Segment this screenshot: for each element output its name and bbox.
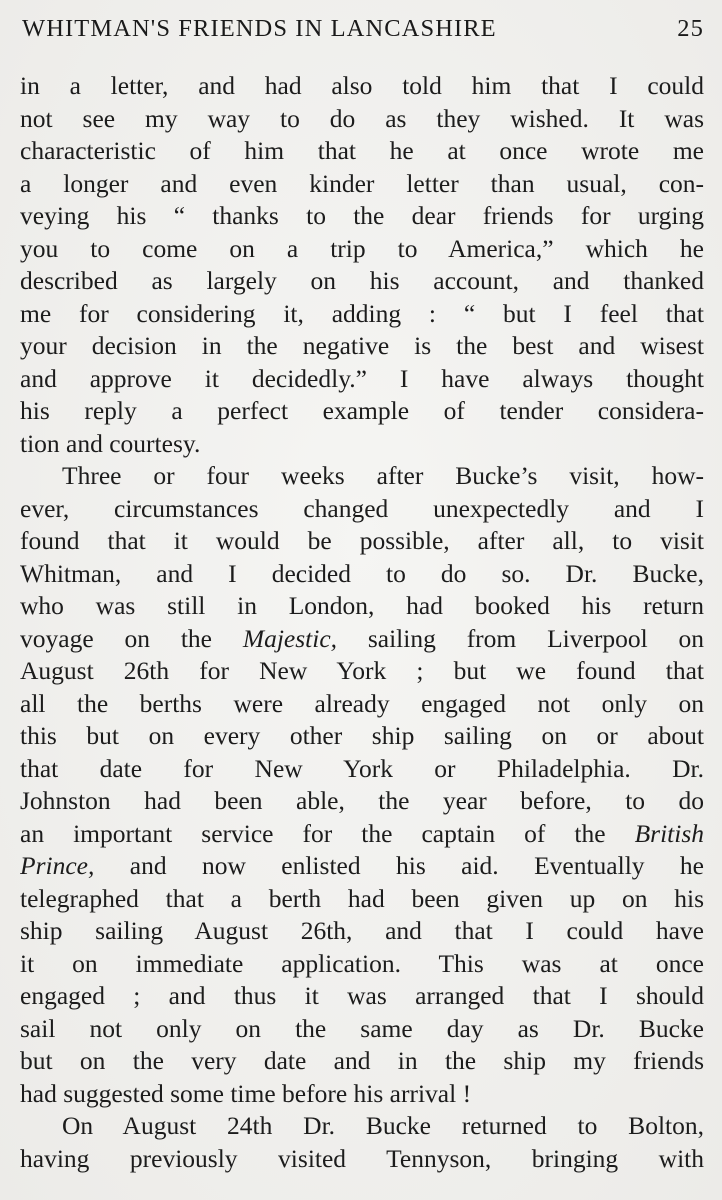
text-line: that date for New York or Philadelphia. Dr.: [20, 753, 704, 783]
text-line: having previously visited Tennyson, bringing with: [20, 1143, 704, 1173]
body-text: [20, 70, 704, 1175]
text-segment: an important service for the captain of the: [20, 818, 635, 848]
ship-name: Prince,: [20, 851, 95, 880]
text-line: a longer and even kinder letter than usual, con-: [20, 168, 704, 198]
text-line: August 26th for New York ; but we found that: [20, 656, 704, 685]
text-line: and approve it decidedly.” I have always thought: [20, 363, 704, 393]
text-line: found that it would be possible, after all, to visit: [20, 526, 704, 555]
text-line: described as largely on his account, and thanked: [20, 266, 704, 295]
text-segment: and now enlisted his aid. Eventually he: [94, 851, 704, 880]
text-line: [20, 850, 704, 883]
text-line: your decision in the negative is the best and wisest: [20, 331, 704, 360]
text-line: had suggested some time before his arrival !: [20, 1078, 472, 1108]
text-line: ship sailing August 26th, and that I could have: [20, 916, 704, 945]
text-line: On August 24th Dr. Bucke returned to Bolton,: [62, 1111, 704, 1140]
text-line: [20, 623, 704, 656]
text-line: me for considering it, adding : “ but I feel that: [20, 298, 704, 328]
text-line: all the berths were already engaged not only on: [20, 688, 704, 718]
text-line: ever, circumstances changed unexpectedly and I: [20, 493, 704, 523]
text-line: it on immediate application. This was at once: [20, 948, 704, 978]
running-head-title: WHITMAN'S FRIENDS IN LANCASHIRE: [22, 15, 497, 42]
text-line: telegraphed that a berth had been given up on his: [20, 883, 704, 913]
ship-name: British: [634, 818, 704, 848]
text-line: Three or four weeks after Bucke’s visit, how-: [62, 461, 704, 490]
text-line: Whitman, and I decided to do so. Dr. Bucke,: [20, 558, 704, 588]
text-line: veying his “ thanks to the dear friends for urging: [20, 201, 704, 230]
text-line: his reply a perfect example of tender considera-: [20, 396, 704, 425]
text-segment: voyage on the: [20, 623, 243, 653]
text-line: characteristic of him that he at once wrote me: [20, 136, 704, 165]
text-line: tion and courtesy.: [20, 428, 201, 458]
running-head: [22, 10, 704, 48]
text-line: [20, 818, 704, 851]
text-line: this but on every other ship sailing on or about: [20, 721, 704, 750]
text-line: you to come on a trip to America,” which he: [20, 233, 704, 263]
text-segment: sailing from Liverpool on: [337, 623, 704, 653]
page-number: 25: [677, 15, 704, 42]
text-line: in a letter, and had also told him that I could: [20, 71, 704, 100]
text-line: engaged ; and thus it was arranged that I should: [20, 981, 704, 1010]
text-line: not see my way to do as they wished. It was: [20, 103, 704, 133]
text-line: sail not only on the same day as Dr. Bucke: [20, 1013, 704, 1043]
ship-name: Majestic,: [242, 623, 338, 653]
text-line: who was still in London, had booked his return: [20, 591, 704, 620]
text-line: Johnston had been able, the year before, to do: [20, 786, 704, 815]
text-line: but on the very date and in the ship my friends: [20, 1046, 704, 1075]
